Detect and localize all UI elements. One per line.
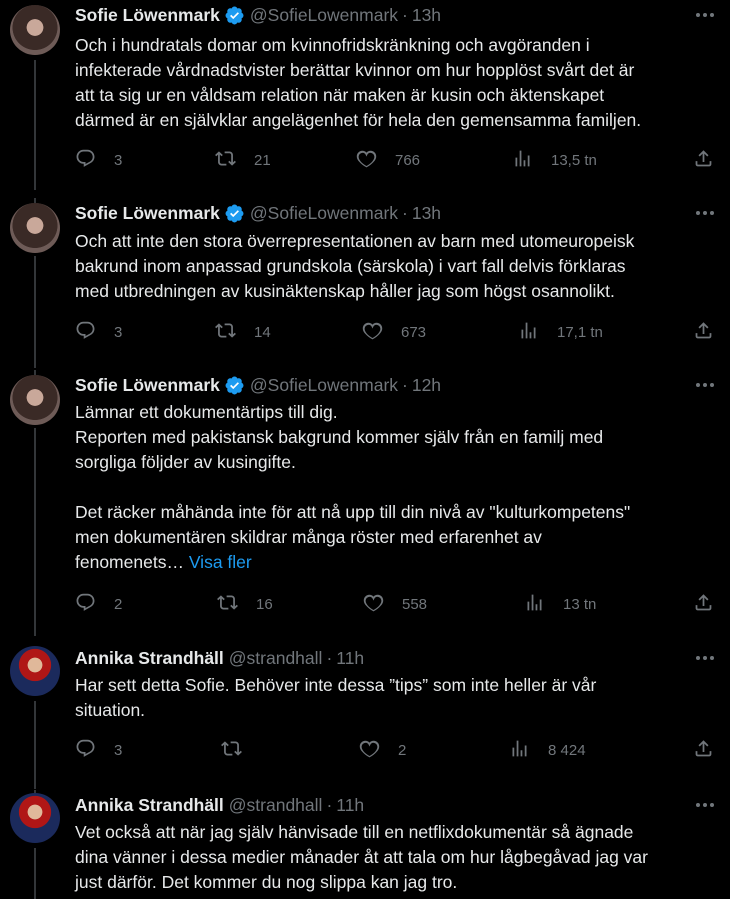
- reply-button[interactable]: [75, 738, 122, 762]
- like-button[interactable]: [359, 738, 406, 762]
- tweet-text-line: att ta sig ur en våldsam relation när maken är kusin och äktenskapet: [75, 85, 605, 105]
- tweet-text-line: just därför. Det kommer du nog slippa kan jag tro.: [75, 872, 458, 892]
- views-chart-icon: [518, 320, 539, 345]
- tweet-actions: [75, 320, 714, 344]
- tweet-text: [75, 673, 708, 723]
- like-count: 673: [401, 323, 427, 341]
- views-count: 13,5 tn: [551, 151, 597, 169]
- retweet-icon: [215, 148, 236, 173]
- tweet-text-line: med utbredningen av kusinäktenskap håller jag som högst osannolikt.: [75, 281, 615, 301]
- tweet-header: [75, 793, 730, 817]
- heart-icon: [359, 738, 380, 763]
- more-options-icon[interactable]: [694, 796, 716, 814]
- separator-dot: ·: [402, 374, 408, 395]
- author-handle[interactable]: @SofieLowenmark: [249, 202, 399, 223]
- reply-button[interactable]: [75, 592, 122, 616]
- tweet-text-line: Vet också att när jag själv hänvisade till en netflixdokumentär så ägnade: [75, 822, 634, 842]
- retweet-icon: [215, 320, 236, 345]
- reply-button[interactable]: [75, 148, 122, 172]
- author-handle[interactable]: @strandhall: [228, 647, 323, 668]
- retweet-icon: [217, 592, 238, 617]
- retweet-button[interactable]: [215, 148, 271, 172]
- avatar[interactable]: [10, 793, 60, 843]
- tweet-text: [75, 229, 708, 304]
- more-options-icon[interactable]: [694, 6, 716, 24]
- tweet-text-line: [75, 550, 708, 575]
- timestamp[interactable]: 12h: [411, 374, 442, 395]
- tweet-actions: [75, 592, 714, 616]
- verified-badge-icon: [224, 5, 245, 26]
- share-icon: [693, 320, 714, 345]
- share-icon: [693, 738, 714, 763]
- tweet-text: [75, 400, 708, 575]
- reply-icon: [75, 592, 96, 617]
- tweet-text-line: Och i hundratals domar om kvinnofridskränkning och avgöranden i: [75, 35, 590, 55]
- avatar[interactable]: [10, 203, 60, 253]
- tweet-actions: [75, 738, 714, 762]
- tweet-header: [75, 373, 730, 397]
- thread-line: [34, 428, 36, 636]
- like-count: 766: [395, 151, 421, 169]
- retweet-count: 16: [256, 595, 273, 613]
- author-handle[interactable]: @SofieLowenmark: [249, 374, 399, 395]
- views-count: 17,1 tn: [557, 323, 603, 341]
- tweet-text-line: infekterade vårdnadstvister berättar kvinnor om hur hopplöst svårt det är: [75, 60, 635, 80]
- verified-badge-icon: [224, 203, 245, 224]
- views-button[interactable]: [512, 148, 597, 172]
- share-button[interactable]: [693, 592, 714, 616]
- truncated-text: fenomenets…: [75, 552, 184, 572]
- thread-line: [34, 701, 36, 789]
- tweet-text-line: därmed är en självklar angelägenhet för hela den gemensamma familjen.: [75, 110, 642, 130]
- verified-badge-icon: [224, 375, 245, 396]
- views-chart-icon: [512, 148, 533, 173]
- share-icon: [693, 148, 714, 173]
- separator-dot: ·: [326, 647, 333, 668]
- heart-icon: [363, 592, 384, 617]
- tweet[interactable]: [0, 0, 730, 190]
- avatar[interactable]: [10, 5, 60, 55]
- tweet-text-line: men dokumentären skildrar många röster med erfarenhet av: [75, 527, 542, 547]
- reply-count: 3: [114, 741, 123, 759]
- tweet-text-line: bakrund inom anpassad grundskola (särskola) i vart fall delvis förklaras: [75, 256, 626, 276]
- separator-dot: ·: [402, 4, 408, 25]
- retweet-icon: [221, 738, 242, 763]
- tweet-text-line: Och att inte den stora överrepresentationen av barn med utomeuropeisk: [75, 231, 635, 251]
- share-button[interactable]: [693, 148, 714, 172]
- thread-line: [34, 256, 36, 368]
- tweet[interactable]: [0, 370, 730, 636]
- tweet-text-line: Har sett detta Sofie. Behöver inte dessa ”tips” som inte heller är vår: [75, 675, 597, 695]
- views-button[interactable]: [518, 320, 603, 344]
- timestamp[interactable]: 11h: [336, 794, 365, 815]
- author-name[interactable]: Annika Strandhäll: [75, 794, 224, 815]
- tweet-text-line: Det räcker måhända inte för att nå upp till din nivå av "kulturkompetens": [75, 502, 631, 522]
- author-name[interactable]: Annika Strandhäll: [75, 647, 224, 668]
- author-name[interactable]: Sofie Löwenmark: [75, 202, 220, 223]
- share-icon: [693, 592, 714, 617]
- tweet-text-line: [75, 475, 708, 500]
- reply-icon: [75, 320, 96, 345]
- views-button[interactable]: [524, 592, 596, 616]
- tweet-text: [75, 820, 708, 895]
- tweet[interactable]: [0, 643, 730, 789]
- more-options-icon[interactable]: [694, 376, 716, 394]
- views-chart-icon: [509, 738, 530, 763]
- separator-dot: ·: [326, 794, 333, 815]
- reply-icon: [75, 738, 96, 763]
- like-button[interactable]: [363, 592, 427, 616]
- tweet-actions: [75, 148, 714, 172]
- views-chart-icon: [524, 592, 545, 617]
- tweet-text-line: sorgliga följder av kusingifte.: [75, 452, 296, 472]
- retweet-count: 21: [254, 151, 271, 169]
- heart-icon: [356, 148, 377, 173]
- views-count: 8 424: [548, 741, 586, 759]
- avatar[interactable]: [10, 375, 60, 425]
- retweet-button[interactable]: [215, 320, 271, 344]
- timestamp[interactable]: 11h: [336, 647, 365, 668]
- separator-dot: ·: [402, 202, 408, 223]
- author-handle[interactable]: @strandhall: [228, 794, 323, 815]
- like-button[interactable]: [356, 148, 420, 172]
- tweet-text: [75, 33, 708, 133]
- like-button[interactable]: [362, 320, 426, 344]
- tweet-text-line: dina vänner i dessa medier månader åt att tala om hur lågbegåvad jag var: [75, 847, 648, 867]
- author-handle[interactable]: @SofieLowenmark: [249, 4, 399, 25]
- reply-count: 3: [114, 151, 123, 169]
- tweet[interactable]: [0, 198, 730, 368]
- reply-count: 2: [114, 595, 123, 613]
- views-button[interactable]: [509, 738, 586, 762]
- timestamp[interactable]: 13h: [411, 202, 442, 223]
- like-count: 2: [398, 741, 407, 759]
- thread-line: [34, 848, 36, 899]
- show-more-link[interactable]: Visa fler: [188, 552, 252, 572]
- retweet-button[interactable]: [217, 592, 273, 616]
- author-name[interactable]: Sofie Löwenmark: [75, 4, 220, 25]
- like-count: 558: [402, 595, 428, 613]
- tweet-header: [75, 646, 730, 670]
- timestamp[interactable]: 13h: [411, 4, 442, 25]
- more-options-icon[interactable]: [694, 204, 716, 222]
- views-count: 13 tn: [563, 595, 597, 613]
- share-button[interactable]: [693, 320, 714, 344]
- tweet-text-line: Reporten med pakistansk bakgrund kommer själv från en familj med: [75, 427, 604, 447]
- tweet[interactable]: [0, 790, 730, 899]
- tweet-header: [75, 3, 730, 27]
- reply-icon: [75, 148, 96, 173]
- heart-icon: [362, 320, 383, 345]
- share-button[interactable]: [693, 738, 714, 762]
- author-name[interactable]: Sofie Löwenmark: [75, 374, 220, 395]
- retweet-button[interactable]: [221, 738, 242, 762]
- avatar[interactable]: [10, 646, 60, 696]
- tweet-header: [75, 201, 730, 225]
- retweet-count: 14: [254, 323, 271, 341]
- reply-button[interactable]: [75, 320, 122, 344]
- tweet-text-line: Lämnar ett dokumentärtips till dig.: [75, 402, 338, 422]
- tweet-text-line: situation.: [75, 700, 146, 720]
- more-options-icon[interactable]: [694, 649, 716, 667]
- reply-count: 3: [114, 323, 123, 341]
- thread-line: [34, 60, 36, 190]
